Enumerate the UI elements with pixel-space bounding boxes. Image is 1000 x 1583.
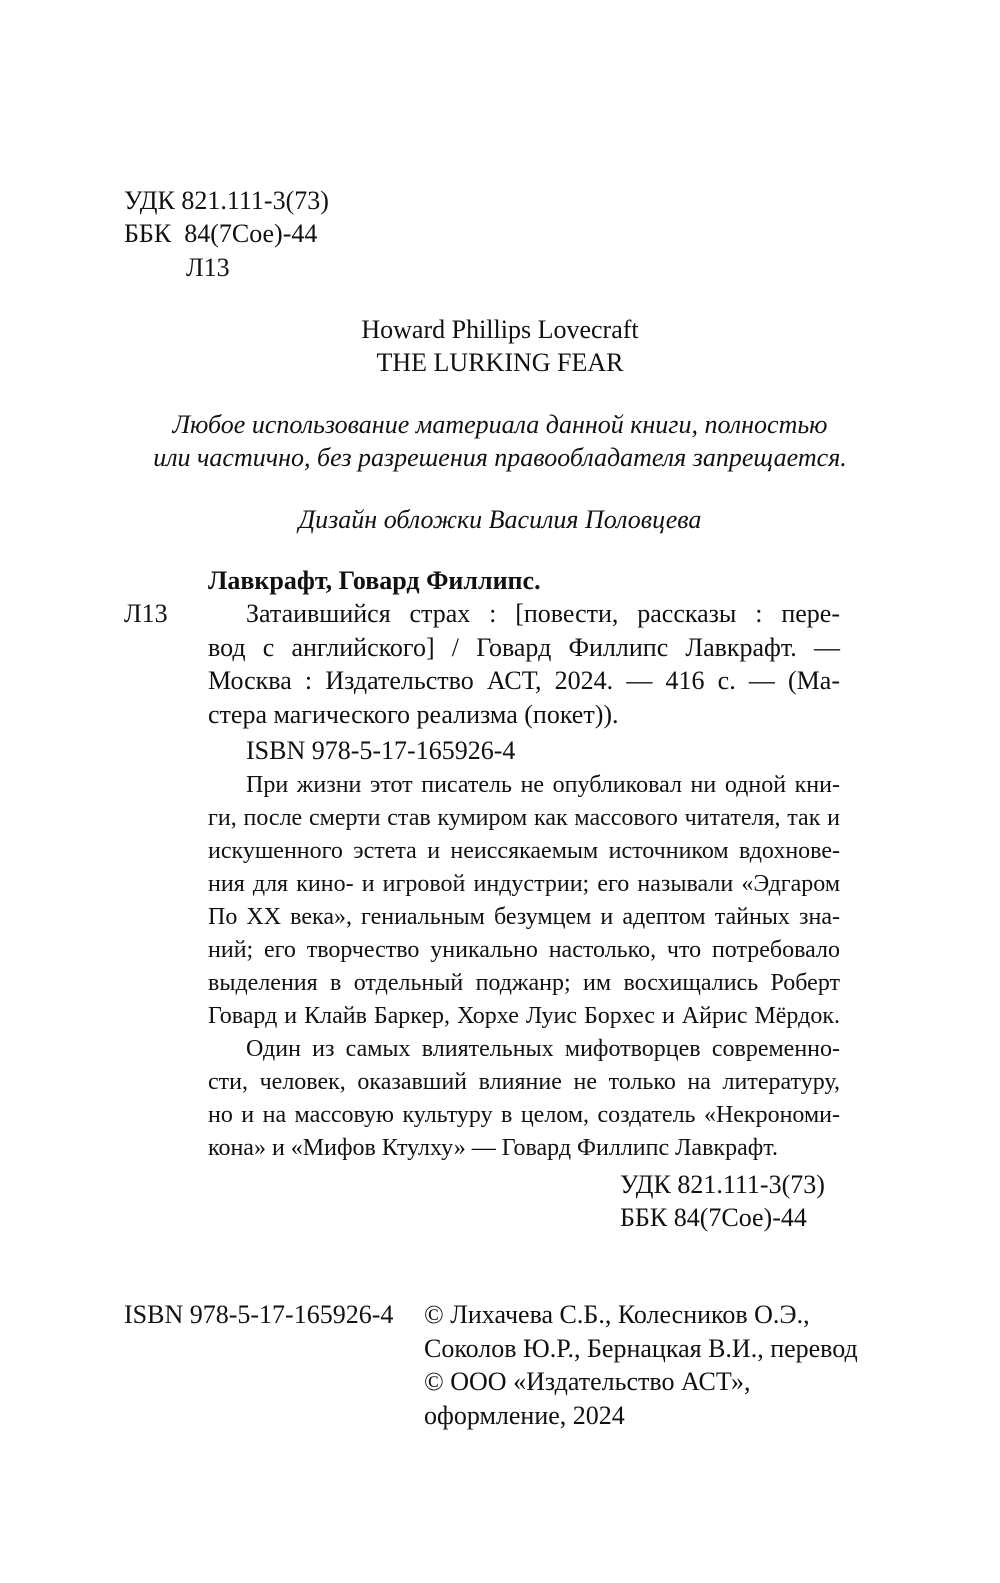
bbk-code: ББК 84(7Сое)-44 xyxy=(124,219,318,248)
annotation-p1-line-2: ги, после смерти став кумиром как массового читателя, так и xyxy=(208,805,840,831)
annotation-p2-line-4: кона» и «Мифов Ктулху» — Говард Филлипс Лавкрафт. xyxy=(208,1135,778,1161)
annotation-p2-line-3: но и на массовую культуру в целом, создатель «Некрономи- xyxy=(208,1102,840,1128)
annotation-p2-line-1: Один из самых влиятельных мифотворцев современно- xyxy=(246,1036,840,1062)
udk-code: УДК 821.111-3(73) xyxy=(124,186,329,215)
annotation-p1-line-7: выделения в отдельный поджанр; им восхищались Роберт xyxy=(208,970,840,996)
footer-copyright-line-2: Соколов Ю.Р., Бернацкая В.И., перевод xyxy=(424,1334,858,1363)
annotation-p2-line-2: сти, человек, оказавший влияние не только на литературу, xyxy=(208,1069,840,1095)
footer-copyright-line-3: © ООО «Издательство АСТ», xyxy=(424,1367,751,1396)
annotation-bbk: ББК 84(7Сое)-44 xyxy=(620,1203,807,1232)
footer-copyright-line-4: оформление, 2024 xyxy=(424,1401,625,1430)
footer-copyright-line-1: © Лихачева С.Б., Колесников О.Э., xyxy=(424,1300,810,1329)
annotation-udk: УДК 821.111-3(73) xyxy=(620,1170,825,1199)
annotation-p1-line-1: При жизни этот писатель не опубликовал ни одной кни- xyxy=(246,772,840,798)
annotation-p1-line-4: ния для кино- и игровой индустрии; его называли «Эдгаром xyxy=(208,871,840,897)
copyright-notice-line-1: Любое использование материала данной книги, полностью xyxy=(172,410,828,439)
author-mark: Л13 xyxy=(186,253,230,282)
record-line-4: стера магического реализма (покет)). xyxy=(208,700,619,729)
cover-design-credit: Дизайн обложки Василия Половцева xyxy=(298,505,702,534)
record-heading: Лавкрафт, Говард Филлипс. xyxy=(208,566,541,595)
record-line-1: Затаившийся страх : [повести, рассказы : пере- xyxy=(246,599,840,628)
original-title: THE LURKING FEAR xyxy=(376,348,624,377)
record-isbn: ISBN 978-5-17-165926-4 xyxy=(246,736,516,765)
annotation-p1-line-5: По XX века», гениальным безумцем и адептом тайных зна- xyxy=(208,904,840,930)
record-author-mark: Л13 xyxy=(124,599,168,628)
annotation-p1-line-3: искушенного эстета и неиссякаемым источником вдохнове- xyxy=(208,838,840,864)
annotation-p1-line-8: Говард и Клайв Баркер, Хорхе Луис Борхес и Айрис Мёрдок. xyxy=(208,1003,840,1029)
record-line-3: Москва : Издательство АСТ, 2024. — 416 с. — (Ма- xyxy=(208,666,840,695)
original-author: Howard Phillips Lovecraft xyxy=(361,315,639,344)
copyright-notice-line-2: или частично, без разрешения правообладателя запрещается. xyxy=(153,443,847,472)
annotation-p1-line-6: ний; его творчество уникально настолько, что потребовало xyxy=(208,937,840,963)
record-line-2: вод с английского] / Говард Филлипс Лавкрафт. — xyxy=(208,633,840,662)
footer-isbn: ISBN 978-5-17-165926-4 xyxy=(124,1300,394,1329)
